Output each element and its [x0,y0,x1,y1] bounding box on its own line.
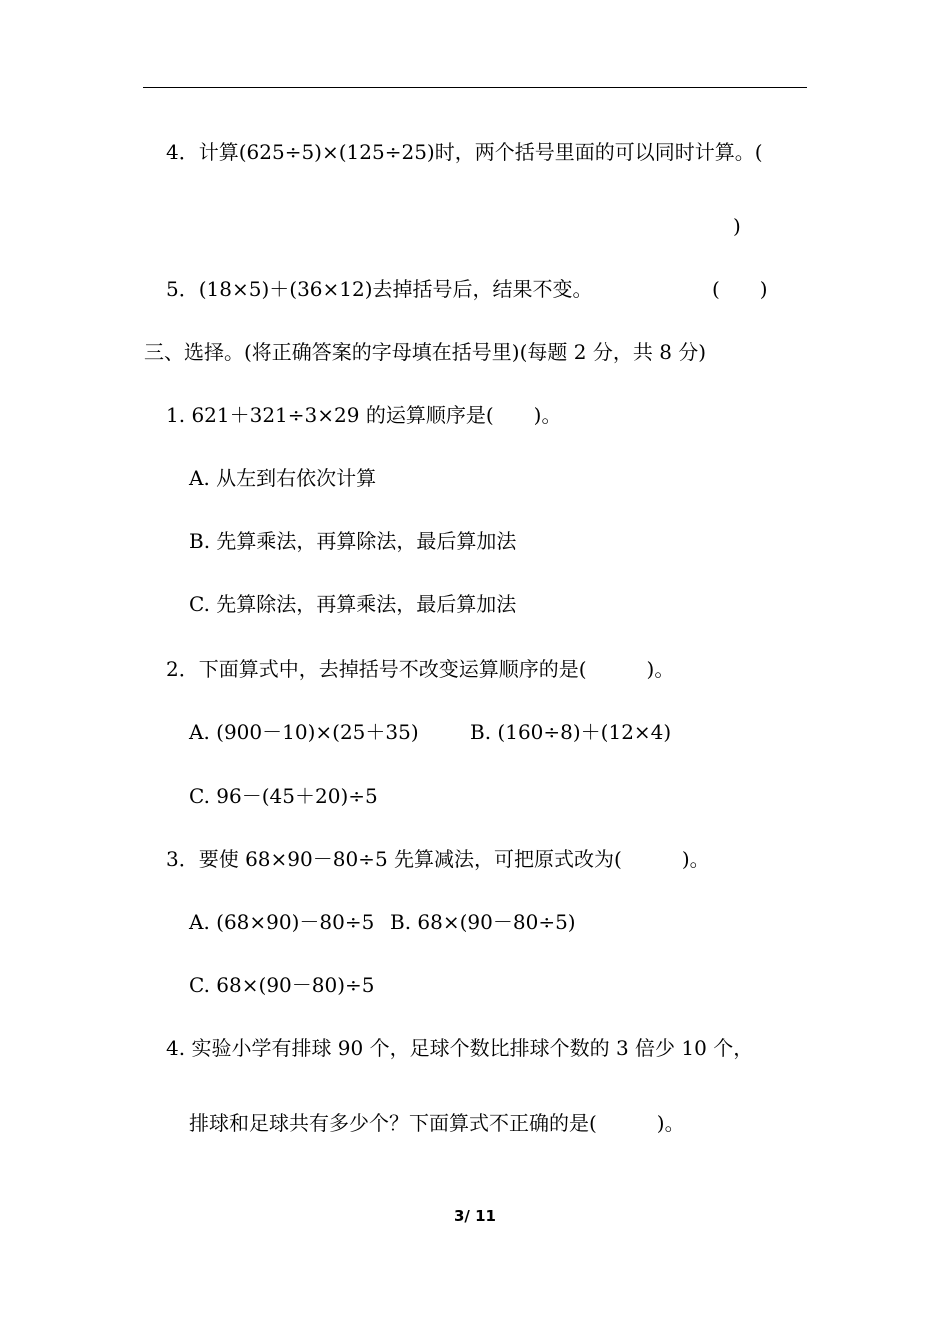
choice-q4-line2: 排球和足球共有多少个？下面算式不正确的是( )。 [189,1111,685,1135]
judgment-q4-line1: 4．计算(625÷5)×(125÷25)时，两个括号里面的可以同时计算。( [166,140,763,164]
choice-q3-option-a: A. (68×90)－80÷5 [189,910,375,934]
page-number: 3/ 11 [453,1207,496,1225]
judgment-q5-text: 5．(18×5)＋(36×12)去掉括号后，结果不变。 [166,277,593,301]
choice-q4-line1: 4. 实验小学有排球 90 个，足球个数比排球个数的 3 倍少 10 个， [166,1036,754,1060]
choice-q1-option-b: B. 先算乘法，再算除法，最后算加法 [189,529,517,553]
judgment-q4-answer-bracket-close[interactable]: ) [733,214,741,238]
judgment-q5-answer-bracket[interactable]: ( ) [712,277,768,301]
choice-q2-option-a: A. (900－10)×(25＋35) [189,720,419,744]
choice-q1-option-a: A. 从左到右依次计算 [189,466,377,490]
header-rule [143,87,807,88]
choice-q3-stem: 3．要使 68×90－80÷5 先算减法，可把原式改为( )。 [166,847,710,871]
choice-q3-option-c: C. 68×(90－80)÷5 [189,973,375,997]
choice-q2-option-b: B. (160÷8)＋(12×4) [470,720,672,744]
section3-heading: 三、选择。(将正确答案的字母填在括号里)(每题 2 分，共 8 分) [144,340,707,364]
choice-q2-stem: 2．下面算式中，去掉括号不改变运算顺序的是( )。 [166,657,675,681]
choice-q2-option-c: C. 96－(45＋20)÷5 [189,784,378,808]
choice-q1-option-c: C. 先算除法，再算乘法，最后算加法 [189,592,517,616]
choice-q3-option-b: B. 68×(90－80÷5) [390,910,576,934]
choice-q1-stem: 1. 621＋321÷3×29 的运算顺序是( )。 [166,403,562,427]
